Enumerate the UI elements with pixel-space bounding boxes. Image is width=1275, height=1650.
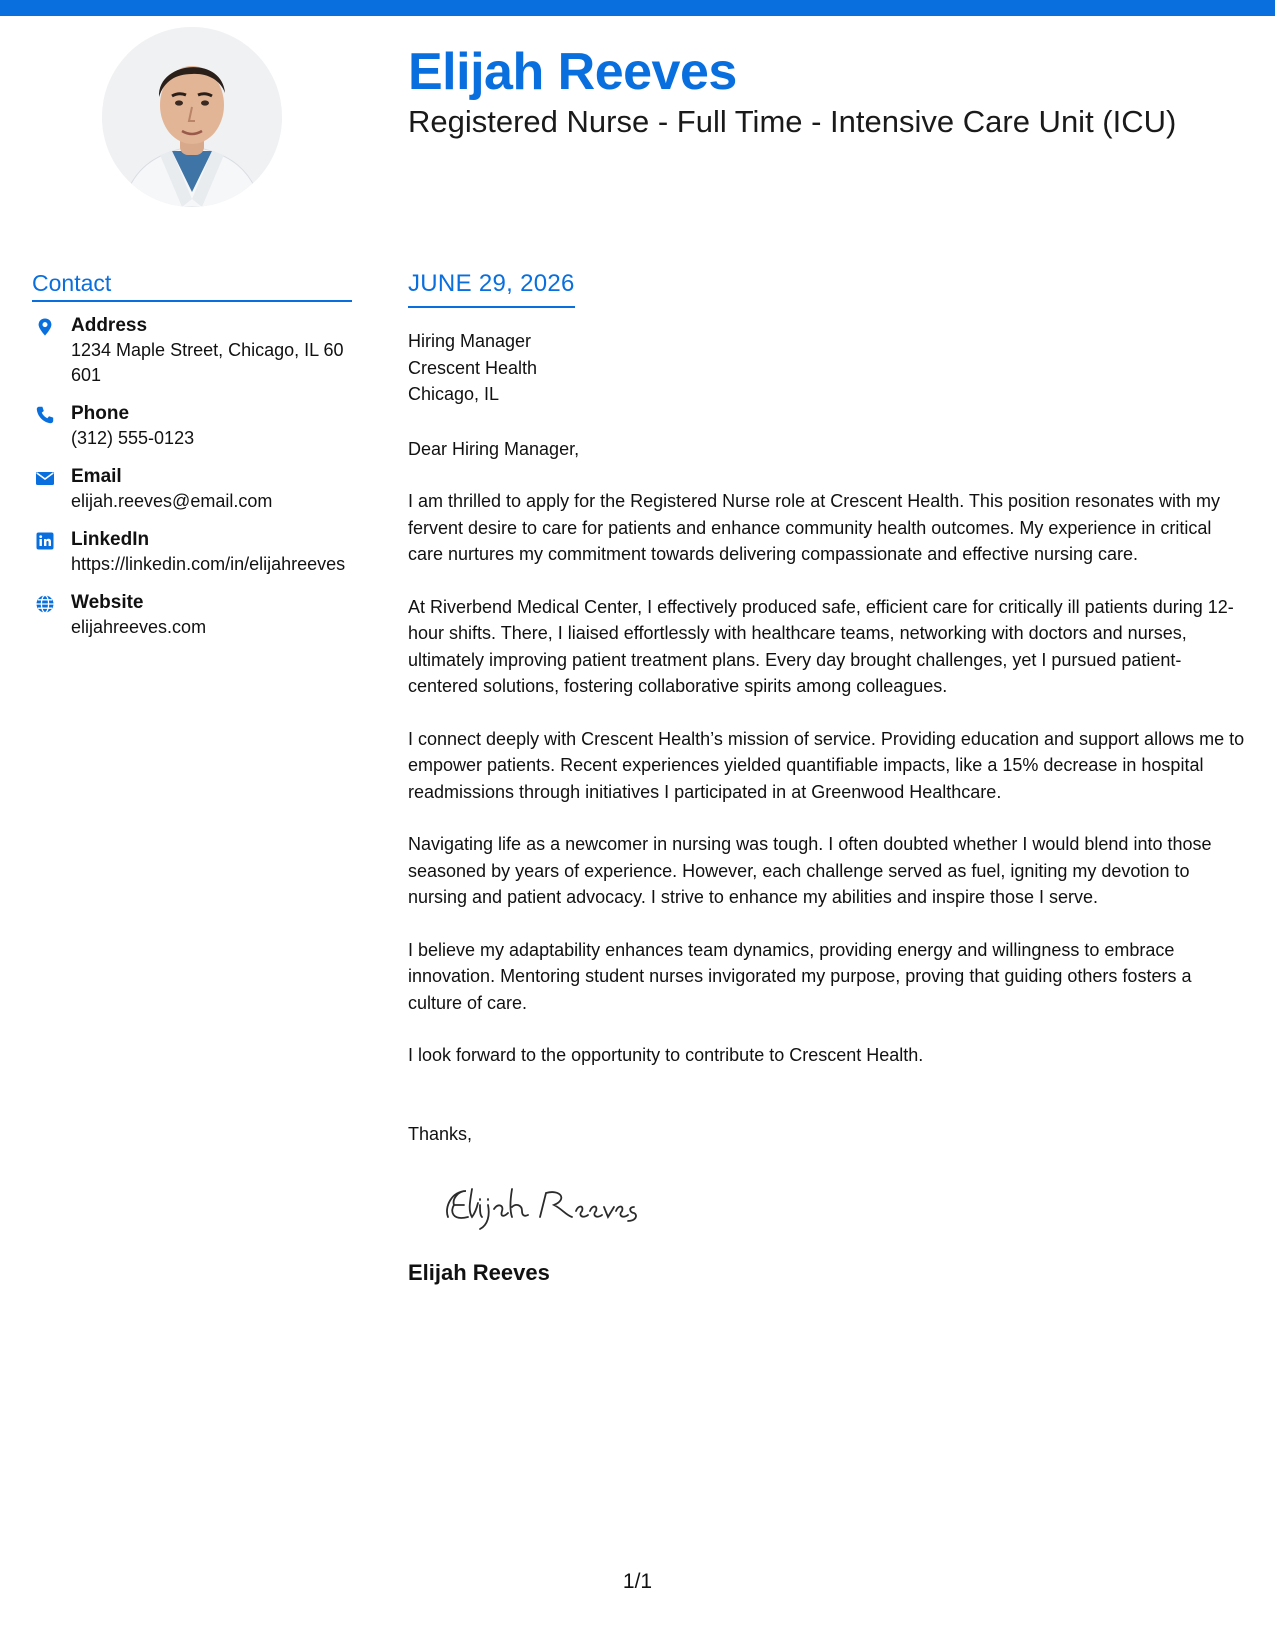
letter-paragraph: I look forward to the opportunity to contribute to Crescent Health. — [408, 1045, 924, 1065]
contact-item-linkedin — [32, 528, 352, 577]
greeting: Dear Hiring Manager, — [408, 438, 580, 459]
signed-name: Elijah Reeves — [408, 1259, 550, 1285]
contact-list — [32, 314, 352, 640]
applicant-name: Elijah Reeves — [408, 43, 737, 101]
linkedin-value[interactable]: https://linkedin.com/in/elijahreeves — [71, 554, 346, 574]
contact-section-title: Contact — [32, 268, 352, 302]
recipient-block — [408, 328, 1248, 408]
address-value: 1234 Maple Street, Chicago, IL 60601 — [71, 340, 344, 385]
linkedin-label: LinkedIn — [71, 529, 150, 550]
header — [408, 42, 1248, 142]
top-accent-bar — [0, 0, 1275, 16]
contact-item-website — [32, 591, 352, 640]
email-label: Email — [71, 466, 122, 487]
recipient-line: Crescent Health — [408, 357, 538, 378]
address-label: Address — [71, 315, 148, 336]
email-icon — [35, 468, 55, 488]
letter-paragraph: Navigating life as a newcomer in nursing was tough. I often doubted whether I would blend into those seasoned by years of experience. However, each challenge served as fuel, igniting my devotion to nursing and patient advocacy. I strive to enhance my abilities and inspire those I serve. — [408, 834, 1212, 907]
job-title: Registered Nurse - Full Time - Intensive Care Unit (ICU) — [408, 104, 1177, 139]
letter-paragraph: I am thrilled to apply for the Registered Nurse role at Crescent Health. This position resonates with my fervent desire to care for patients and enhance community health outcomes. My experience in critical care nurtures my commitment towards delivering compassionate and effective nursing care. — [408, 491, 1221, 564]
page-number: 1/1 — [622, 1570, 653, 1593]
closing: Thanks, — [408, 1123, 473, 1144]
profile-photo-illustration — [102, 27, 282, 207]
letter-date: JUNE 29, 2026 — [408, 268, 575, 308]
email-value[interactable]: elijah.reeves@email.com — [71, 491, 273, 511]
phone-icon — [35, 405, 55, 425]
contact-item-phone — [32, 402, 352, 451]
letter-body — [408, 268, 1248, 1287]
phone-value[interactable]: (312) 555-0123 — [71, 428, 195, 448]
linkedin-icon — [35, 531, 55, 551]
website-label: Website — [71, 592, 144, 613]
handwritten-signature — [442, 1177, 642, 1233]
letter-paragraph: I believe my adaptability enhances team dynamics, providing energy and willingness to embrace innovation. Mentoring student nurses invigorated my purpose, proving that guiding others fosters a culture of care. — [408, 939, 1192, 1013]
map-pin-icon — [35, 317, 55, 337]
contact-item-address — [32, 314, 352, 388]
recipient-line: Chicago, IL — [408, 384, 500, 404]
phone-label: Phone — [71, 403, 130, 424]
profile-photo — [102, 27, 282, 207]
website-value[interactable]: elijahreeves.com — [71, 617, 207, 637]
letter-paragraph: At Riverbend Medical Center, I effectively produced safe, efficient care for critically ill patients during 12-hour shifts. There, I liaised effortlessly with healthcare teams, networking with doctors and nurses, ultimately improving patient treatment plans. Every day brought challenges, yet I pursued patient-centered solutions, fostering collaborative spirits among colleagues. — [408, 596, 1234, 696]
recipient-line: Hiring Manager — [408, 331, 532, 351]
contact-sidebar — [32, 268, 352, 654]
contact-item-email — [32, 465, 352, 514]
globe-icon — [35, 594, 55, 614]
letter-paragraph: I connect deeply with Crescent Health’s mission of service. Providing education and support allows me to empower patients. Recent experiences yielded quantifiable impacts, like a 15% decrease in hospital readmissions through initiatives I participated in at Greenwood Healthcare. — [408, 728, 1245, 802]
